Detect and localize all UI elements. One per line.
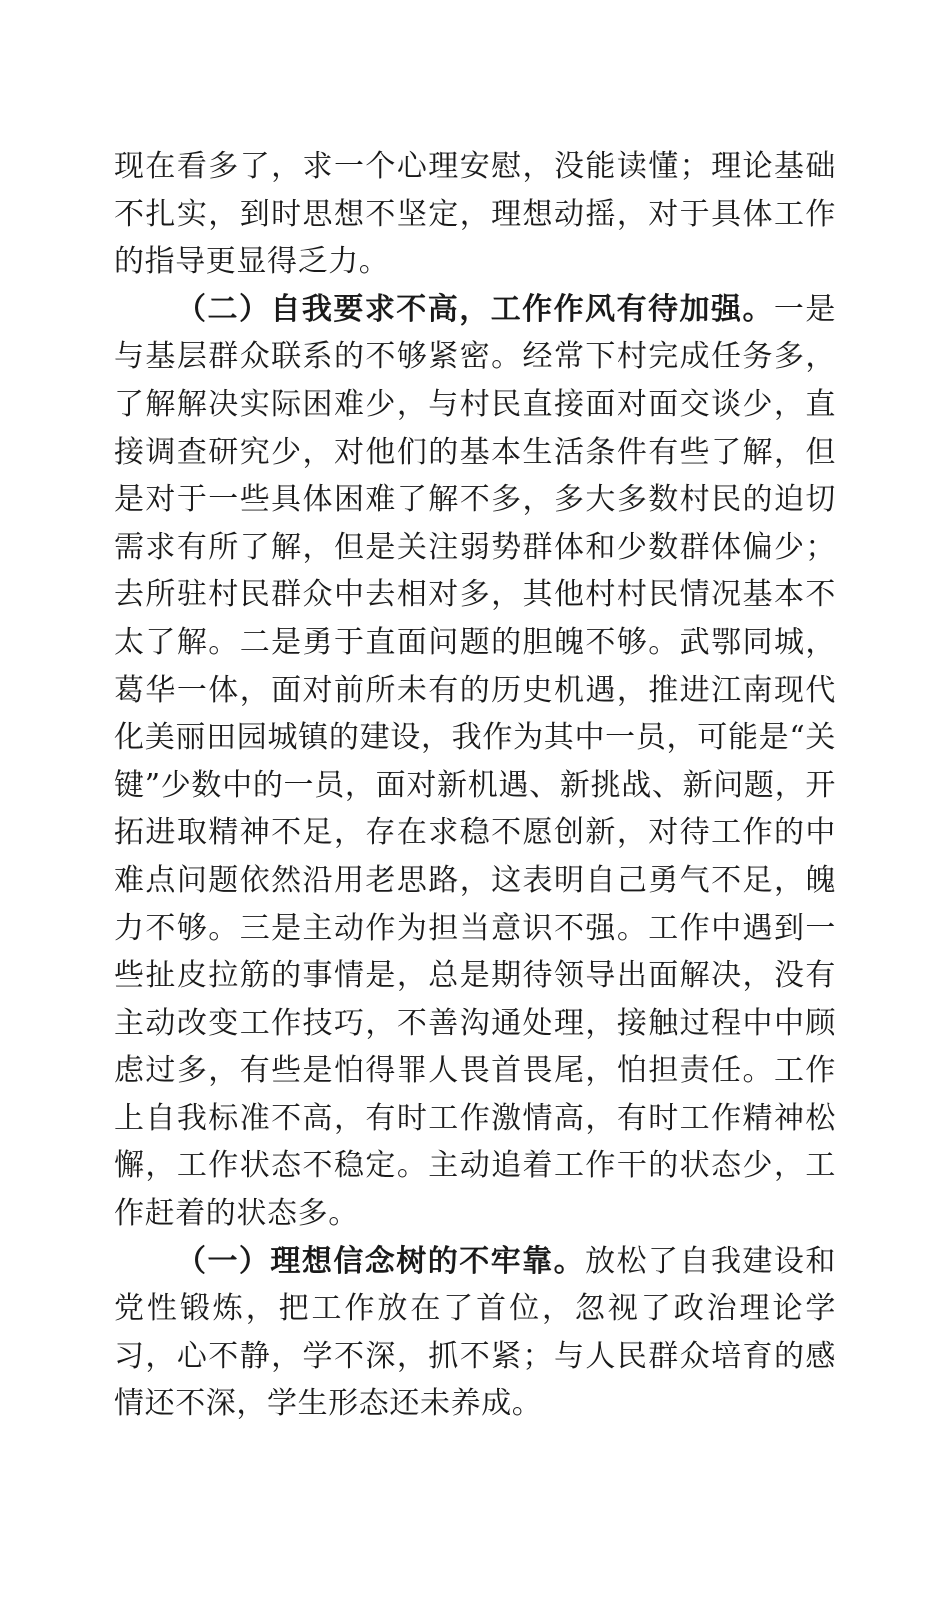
paragraph-3-text: 放松了自我建设和党性锻炼，把工作放在了首位，忽视了政治理论学习，心不静，学不深，抓不紧；与人民群众培育的感情还不深，学生形态还未养成。 — [114, 1243, 836, 1422]
paragraph-section-two — [114, 286, 836, 1238]
paragraph-2-lead-heading: （二）自我要求不高，工作作风有待加强。 — [176, 291, 774, 327]
document-text-column — [114, 143, 836, 1608]
paragraph-1-text: 现在看多了，求一个心理安慰，没能读懂；理论基础不扎实，到时思想不坚定，理想动摇，对于具体工作的指导更显得乏力。 — [114, 149, 836, 280]
paragraph-continuation — [114, 143, 836, 286]
page-bottom-whitespace — [114, 1428, 836, 1608]
paragraph-2-text: 一是与基层群众联系的不够紧密。经常下村完成任务多，了解解决实际困难少，与村民直接面对面交谈少，直接调查研究少，对他们的基本生活条件有些了解，但是对于一些具体困难了解不多，多大多数村民的迫切需求有所了解，但是关注弱势群体和少数群体偏少；去所驻村民群众中去相对多，其他村村民情况基本不太了解。二是勇于直面问题的胆魄不够。武鄂同城，葛华一体，面对前所未有的历史机遇，推进江南现代化美丽田园城镇的建设，我作为其中一员，可能是“关键”少数中的一员，面对新机遇、新挑战、新问题，开拓进取精神不足，存在求稳不愿创新，对待工作的中难点问题依然沿用老思路，这表明自己勇气不足，魄力不够。三是主动作为担当意识不强。工作中遇到一些扯皮拉筋的事情是，总是期待领导出面解决，没有主动改变工作技巧，不善沟通处理，接触过程中中顾虑过多，有些是怕得罪人畏首畏尾，怕担责任。工作上自我标准不高，有时工作激情高，有时工作精神松懈，工作状态不稳定。主动追着工作干的状态少，工作赶着的状态多。 — [114, 291, 836, 1232]
paragraph-cause-one — [114, 1238, 836, 1428]
paragraph-3-lead-heading: （一）理想信念树的不牢靠。 — [176, 1243, 586, 1279]
